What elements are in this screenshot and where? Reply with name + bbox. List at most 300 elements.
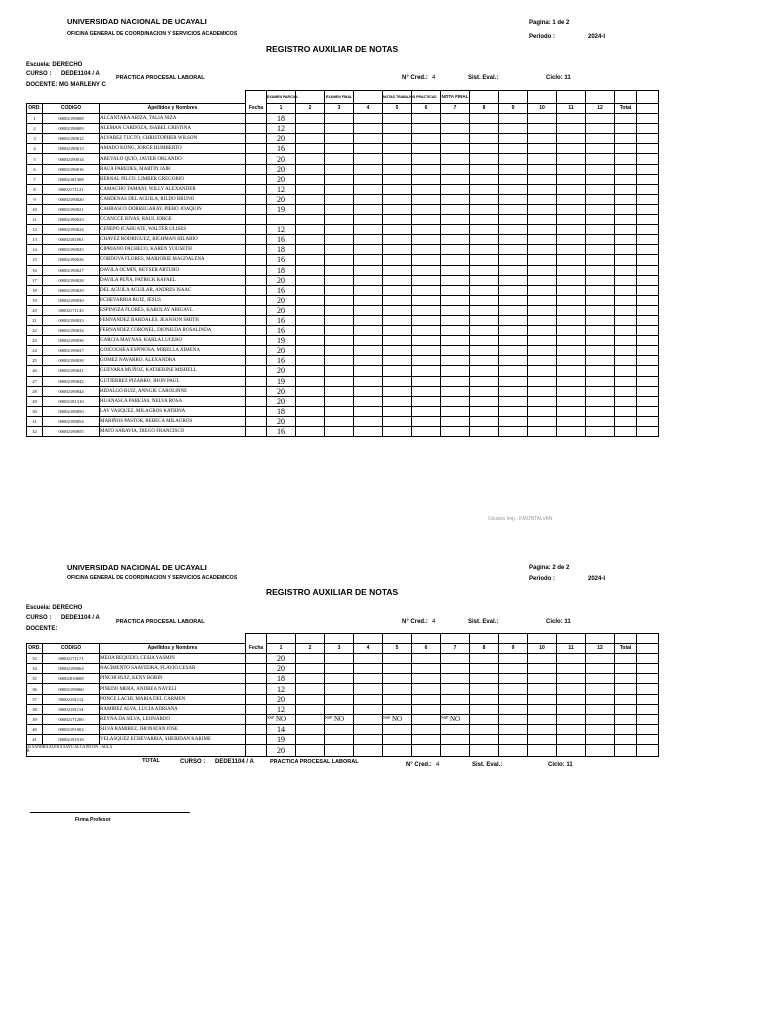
row-grade-12 bbox=[586, 386, 615, 396]
row-fecha bbox=[246, 376, 267, 386]
row-fecha bbox=[246, 694, 267, 704]
row-grade-1: 18 bbox=[267, 674, 296, 684]
row-grade-9 bbox=[499, 255, 528, 265]
row-name: NACIMENTO SAAVEDRA, FLAVIO CESAR bbox=[100, 664, 246, 674]
row-grade-12 bbox=[586, 275, 615, 285]
row-grade-7 bbox=[441, 245, 470, 255]
row-extra bbox=[637, 704, 659, 714]
row-code: 00002190025 bbox=[43, 245, 100, 255]
cred-label: N° Cred.: bbox=[402, 75, 428, 81]
row-grade-12 bbox=[586, 376, 615, 386]
row-ord: 10 bbox=[27, 204, 43, 214]
cred-label-p2: N° Cred.: bbox=[402, 619, 428, 625]
row-extra bbox=[637, 406, 659, 416]
row-grade-3 bbox=[325, 114, 354, 124]
row-grade-1: 16 bbox=[267, 255, 296, 265]
row-code: 00002190012 bbox=[43, 134, 100, 144]
row-grade-6 bbox=[412, 386, 441, 396]
row-total bbox=[615, 144, 637, 154]
report-title-p2: REGISTRO AUXILIAR DE NOTAS bbox=[266, 587, 399, 597]
table-row bbox=[27, 346, 659, 356]
row-code: 00002190030 bbox=[43, 295, 100, 305]
row-grade-7 bbox=[441, 356, 470, 366]
row-grade-10 bbox=[528, 204, 557, 214]
row-grade-11 bbox=[557, 745, 586, 757]
row-grade-2 bbox=[296, 154, 325, 164]
row-grade-11 bbox=[557, 144, 586, 154]
row-extra bbox=[637, 164, 659, 174]
row-grade-8 bbox=[470, 346, 499, 356]
row-grade-12 bbox=[586, 134, 615, 144]
row-grade-9 bbox=[499, 684, 528, 694]
row-fecha bbox=[246, 255, 267, 265]
row-ord: 14 bbox=[27, 245, 43, 255]
row-grade-5 bbox=[383, 164, 412, 174]
row-grade-9 bbox=[499, 215, 528, 225]
row-fecha bbox=[246, 427, 267, 437]
row-grade-6 bbox=[412, 684, 441, 694]
row-code: 00002190054 bbox=[43, 416, 100, 426]
col-extra bbox=[637, 104, 659, 114]
table-row bbox=[27, 406, 659, 416]
row-grade-11 bbox=[557, 315, 586, 325]
row-ord: 16 bbox=[27, 265, 43, 275]
table-row bbox=[27, 255, 659, 265]
row-grade-4 bbox=[354, 184, 383, 194]
col-total-p2: Total bbox=[615, 644, 637, 654]
row-grade-8 bbox=[470, 714, 499, 724]
row-name: FERNANDEZ CORONEL, DIONILDA ROSALINDA bbox=[100, 326, 246, 336]
row-grade-11 bbox=[557, 704, 586, 714]
row-grade-10 bbox=[528, 714, 557, 724]
curso-label-p2: CURSO : bbox=[26, 615, 52, 621]
row-total bbox=[615, 204, 637, 214]
row-grade-1: 16 bbox=[267, 356, 296, 366]
row-name: ESPINOZA FLORES, KAROLAY ABIGAYL bbox=[100, 305, 246, 315]
row-grade-7 bbox=[441, 396, 470, 406]
row-grade-5 bbox=[383, 255, 412, 265]
row-grade-11 bbox=[557, 336, 586, 346]
row-grade-5 bbox=[383, 654, 412, 664]
row-grade-7 bbox=[441, 714, 470, 724]
row-total bbox=[615, 427, 637, 437]
row-grade-2 bbox=[296, 184, 325, 194]
table-row bbox=[27, 427, 659, 437]
row-grade-3 bbox=[325, 714, 354, 724]
row-grade-8 bbox=[470, 694, 499, 704]
row-ord: 37 bbox=[27, 694, 43, 704]
row-grade-3 bbox=[325, 416, 354, 426]
row-grade-12 bbox=[586, 144, 615, 154]
row-grade-9 bbox=[499, 416, 528, 426]
cred-value: 4 bbox=[432, 75, 436, 81]
row-grade-6 bbox=[412, 366, 441, 376]
row-fecha bbox=[246, 315, 267, 325]
row-grade-9 bbox=[499, 406, 528, 416]
table-row bbox=[27, 144, 659, 154]
row-grade-9 bbox=[499, 427, 528, 437]
table-row bbox=[27, 684, 659, 694]
row-extra bbox=[637, 694, 659, 704]
row-grade-8 bbox=[470, 386, 499, 396]
row-ord: 18 bbox=[27, 285, 43, 295]
row-grade-1: 16 bbox=[267, 315, 296, 325]
row-grade-10 bbox=[528, 315, 557, 325]
row-grade-5 bbox=[383, 386, 412, 396]
row-total bbox=[615, 724, 637, 734]
row-grade-9 bbox=[499, 265, 528, 275]
row-grade-4 bbox=[354, 204, 383, 214]
row-grade-2 bbox=[296, 704, 325, 714]
row-grade-11 bbox=[557, 194, 586, 204]
row-code: 00002190009 bbox=[43, 124, 100, 134]
row-grade-10 bbox=[528, 305, 557, 315]
row-grade-4 bbox=[354, 427, 383, 437]
row-extra bbox=[637, 305, 659, 315]
row-grade-11 bbox=[557, 295, 586, 305]
row-grade-11 bbox=[557, 386, 586, 396]
row-grade-11 bbox=[557, 305, 586, 315]
row-grade-1: 20 bbox=[267, 416, 296, 426]
row-total bbox=[615, 386, 637, 396]
row-grade-4 bbox=[354, 235, 383, 245]
row-grade-11 bbox=[557, 684, 586, 694]
row-extra bbox=[637, 134, 659, 144]
row-grade-1: 18 bbox=[267, 114, 296, 124]
row-name: GARCIA MAYNAS, KARLA LUCERO bbox=[100, 336, 246, 346]
row-ord: 6 bbox=[27, 164, 43, 174]
col-eval-11: 11 bbox=[557, 104, 586, 114]
table-row bbox=[27, 326, 659, 336]
row-code: 00002171121 bbox=[43, 184, 100, 194]
row-grade-10 bbox=[528, 366, 557, 376]
row-ord: 33 bbox=[27, 654, 43, 664]
row-grade-10 bbox=[528, 295, 557, 305]
row-grade-6 bbox=[412, 704, 441, 714]
row-fecha bbox=[246, 215, 267, 225]
row-fecha bbox=[246, 366, 267, 376]
row-grade-11 bbox=[557, 664, 586, 674]
col-eval-2-p2: 2 bbox=[296, 644, 325, 654]
page-number-p2: Pagina: 2 de 2 bbox=[529, 565, 570, 571]
sub-examen-parcial: EXAMEN PARCIAL bbox=[267, 95, 299, 99]
periodo-value: 2024-I bbox=[588, 34, 606, 40]
row-grade-5 bbox=[383, 154, 412, 164]
row-ord: 12 bbox=[27, 225, 43, 235]
row-grade-3 bbox=[325, 295, 354, 305]
row-grade-12 bbox=[586, 724, 615, 734]
row-fecha bbox=[246, 225, 267, 235]
row-total bbox=[615, 396, 637, 406]
row-grade-1: 20 bbox=[267, 745, 296, 757]
row-grade-1: 12 bbox=[267, 124, 296, 134]
sub-nota-final: NOTA FINAL bbox=[441, 94, 469, 99]
row-fecha bbox=[246, 144, 267, 154]
row-grade-3 bbox=[325, 366, 354, 376]
row-grade-11 bbox=[557, 406, 586, 416]
row-grade-11 bbox=[557, 674, 586, 684]
row-grade-2 bbox=[296, 225, 325, 235]
row-grade-11 bbox=[557, 124, 586, 134]
row-ord: 34 bbox=[27, 664, 43, 674]
col-eval-7: 7 bbox=[441, 104, 470, 114]
row-grade-8 bbox=[470, 154, 499, 164]
row-grade-10 bbox=[528, 416, 557, 426]
col-eval-12: 12 bbox=[586, 104, 615, 114]
row-grade-9 bbox=[499, 144, 528, 154]
table-row bbox=[27, 305, 659, 315]
row-grade-3 bbox=[325, 684, 354, 694]
col-eval-1: 1 bbox=[267, 104, 296, 114]
row-grade-4 bbox=[354, 734, 383, 744]
row-fecha bbox=[246, 235, 267, 245]
row-total bbox=[615, 174, 637, 184]
row-grade-2 bbox=[296, 396, 325, 406]
row-grade-8 bbox=[470, 654, 499, 664]
table-row bbox=[27, 336, 659, 346]
firma-profesor: Firma Profesor bbox=[75, 817, 111, 823]
row-grade-3 bbox=[325, 285, 354, 295]
row-name: DAVILA PEÑA, PATRICK RAFAEL bbox=[100, 275, 246, 285]
row-grade-8 bbox=[470, 255, 499, 265]
table-row bbox=[27, 674, 659, 684]
row-grade-2 bbox=[296, 265, 325, 275]
row-grade-6 bbox=[412, 674, 441, 684]
row-code: 00002190042 bbox=[43, 376, 100, 386]
footer-cred-label: N° Cred.: bbox=[406, 762, 432, 768]
row-name: CCANCCE RIVAS, RAUL JORGE bbox=[100, 215, 246, 225]
row-grade-9 bbox=[499, 326, 528, 336]
row-grade-6 bbox=[412, 144, 441, 154]
row-grade-8 bbox=[470, 275, 499, 285]
row-extra bbox=[637, 154, 659, 164]
row-name: MARIÑOS PASTOR, REBECA MILAGROS bbox=[100, 416, 246, 426]
row-grade-12 bbox=[586, 684, 615, 694]
row-grade-1: 12 bbox=[267, 684, 296, 694]
row-fecha bbox=[246, 265, 267, 275]
usuario-imp: Usuario Imp.: KMONTALVAN bbox=[488, 516, 553, 522]
escuela: Escuela: DERECHO bbox=[26, 62, 83, 68]
table-row bbox=[27, 114, 659, 124]
row-grade-6 bbox=[412, 225, 441, 235]
row-grade-7 bbox=[441, 674, 470, 684]
row-total bbox=[615, 406, 637, 416]
row-grade-10 bbox=[528, 654, 557, 664]
row-ord: 2 bbox=[27, 124, 43, 134]
row-grade-2 bbox=[296, 326, 325, 336]
total-cell bbox=[499, 757, 528, 767]
report-title: REGISTRO AUXILIAR DE NOTAS bbox=[266, 44, 399, 54]
row-ord: 29 bbox=[27, 396, 43, 406]
row-grade-1: 20 bbox=[267, 366, 296, 376]
row-code: 00002190008 bbox=[43, 114, 100, 124]
row-name: GUEVARA MUÑOZ, KATHERINE MISHELL bbox=[100, 366, 246, 376]
row-name: GUTIERREZ PIZARRO, JHON PAUL bbox=[100, 376, 246, 386]
row-grade-6 bbox=[412, 255, 441, 265]
row-total bbox=[615, 225, 637, 235]
row-grade-7 bbox=[441, 215, 470, 225]
curso-label: CURSO : bbox=[26, 71, 52, 77]
row-grade-2 bbox=[296, 124, 325, 134]
row-grade-1: 20 bbox=[267, 346, 296, 356]
row-grade-1: 19 bbox=[267, 734, 296, 744]
row-ord: 31 bbox=[27, 416, 43, 426]
table-row bbox=[27, 225, 659, 235]
row-extra bbox=[637, 366, 659, 376]
row-grade-10 bbox=[528, 154, 557, 164]
total-label-cell bbox=[27, 757, 246, 767]
curso-code-p2: DEDE1104 / A bbox=[61, 615, 100, 621]
row-total bbox=[615, 265, 637, 275]
row-code: 00002190027 bbox=[43, 265, 100, 275]
row-total bbox=[615, 734, 637, 744]
table-row bbox=[27, 194, 659, 204]
row-grade-4 bbox=[354, 416, 383, 426]
row-grade-3 bbox=[325, 225, 354, 235]
row-ord: 36 bbox=[27, 684, 43, 694]
row-grade-6 bbox=[412, 694, 441, 704]
row-fecha bbox=[246, 356, 267, 366]
row-grade-10 bbox=[528, 265, 557, 275]
row-ord: 4 bbox=[27, 144, 43, 154]
row-grade-2 bbox=[296, 714, 325, 724]
row-grade-2 bbox=[296, 255, 325, 265]
university-name-p2: UNIVERSIDAD NACIONAL DE UCAYALI bbox=[67, 563, 207, 572]
row-grade-5 bbox=[383, 315, 412, 325]
row-grade-11 bbox=[557, 346, 586, 356]
row-grade-8 bbox=[470, 734, 499, 744]
footer-cred-value: 4 bbox=[436, 762, 440, 768]
table-row bbox=[27, 366, 659, 376]
row-total bbox=[615, 346, 637, 356]
row-grade-6 bbox=[412, 295, 441, 305]
row-ord: 1 bbox=[27, 114, 43, 124]
row-grade-11 bbox=[557, 154, 586, 164]
row-ord: 28 bbox=[27, 386, 43, 396]
row-name: CARRASCO DORREGARAY, PIERO JOAQUIN bbox=[100, 204, 246, 214]
row-ord: 22 bbox=[27, 326, 43, 336]
row-grade-1: 18 bbox=[267, 406, 296, 416]
row-grade-5 bbox=[383, 396, 412, 406]
row-grade-4 bbox=[354, 255, 383, 265]
row-code: 00002190038 bbox=[43, 356, 100, 366]
row-name: REYNA DA SILVA, LEONARDO bbox=[100, 714, 246, 724]
row-total bbox=[615, 694, 637, 704]
row-total bbox=[615, 376, 637, 386]
table-row bbox=[27, 124, 659, 134]
row-ord: 23 bbox=[27, 336, 43, 346]
row-grade-2 bbox=[296, 654, 325, 664]
row-extra bbox=[637, 724, 659, 734]
row-grade-11 bbox=[557, 114, 586, 124]
row-grade-6 bbox=[412, 184, 441, 194]
row-grade-3 bbox=[325, 396, 354, 406]
row-grade-10 bbox=[528, 376, 557, 386]
row-grade-9 bbox=[499, 376, 528, 386]
row-grade-10 bbox=[528, 694, 557, 704]
row-grade-1: 20 bbox=[267, 194, 296, 204]
row-grade-8 bbox=[470, 336, 499, 346]
row-grade-6 bbox=[412, 275, 441, 285]
row-grade-7 bbox=[441, 134, 470, 144]
row-grade-5 bbox=[383, 664, 412, 674]
row-grade-2 bbox=[296, 724, 325, 734]
row-grade-5 bbox=[383, 285, 412, 295]
row-grade-1: 19 bbox=[267, 204, 296, 214]
row-fecha bbox=[246, 326, 267, 336]
row-grade-7 bbox=[441, 164, 470, 174]
row-total bbox=[615, 714, 637, 724]
row-grade-8 bbox=[470, 704, 499, 714]
row-grade-4 bbox=[354, 285, 383, 295]
row-grade-9 bbox=[499, 285, 528, 295]
row-grade-2 bbox=[296, 694, 325, 704]
row-fecha bbox=[246, 386, 267, 396]
row-grade-12 bbox=[586, 714, 615, 724]
row-fecha bbox=[246, 245, 267, 255]
row-grade-6 bbox=[412, 164, 441, 174]
row-extra bbox=[637, 184, 659, 194]
row-grade-2 bbox=[296, 215, 325, 225]
row-grade-7 bbox=[441, 336, 470, 346]
col-eval-5: 5 bbox=[383, 104, 412, 114]
periodo-label: Periodo : bbox=[529, 34, 556, 40]
row-grade-1: 20 bbox=[267, 275, 296, 285]
row-grade-12 bbox=[586, 235, 615, 245]
row-grade-10 bbox=[528, 704, 557, 714]
row-grade-5 bbox=[383, 714, 412, 724]
row-grade-2 bbox=[296, 305, 325, 315]
row-grade-3 bbox=[325, 245, 354, 255]
row-grade-3 bbox=[325, 184, 354, 194]
row-grade-6 bbox=[412, 265, 441, 275]
row-grade-10 bbox=[528, 396, 557, 406]
row-extra bbox=[637, 386, 659, 396]
row-grade-9 bbox=[499, 654, 528, 664]
row-grade-11 bbox=[557, 356, 586, 366]
row-grade-4 bbox=[354, 295, 383, 305]
row-grade-10 bbox=[528, 235, 557, 245]
col-fecha-p2: Fecha bbox=[246, 634, 267, 654]
row-grade-12 bbox=[586, 164, 615, 174]
row-42-text bbox=[27, 745, 246, 757]
row-grade-9 bbox=[499, 724, 528, 734]
col-nombres: Apellidos y Nombres bbox=[100, 104, 246, 114]
row-grade-12 bbox=[586, 225, 615, 235]
row-extra bbox=[637, 714, 659, 724]
row-grade-2 bbox=[296, 336, 325, 346]
table-row bbox=[27, 134, 659, 144]
row-grade-6 bbox=[412, 664, 441, 674]
row-grade-6 bbox=[412, 174, 441, 184]
row-code: 00002190023 bbox=[43, 215, 100, 225]
row-grade-8 bbox=[470, 315, 499, 325]
row-grade-12 bbox=[586, 114, 615, 124]
nsp-tag: NSP bbox=[267, 714, 275, 720]
sist-eval: Sist. Eval.: bbox=[468, 75, 499, 81]
row-grade-1: 16 bbox=[267, 285, 296, 295]
row-fecha bbox=[246, 336, 267, 346]
row-grade-5 bbox=[383, 745, 412, 757]
row-grade-7 bbox=[441, 724, 470, 734]
row-grade-6 bbox=[412, 305, 441, 315]
row-grade-12 bbox=[586, 326, 615, 336]
col-eval-7-p2: 7 bbox=[441, 644, 470, 654]
row-grade-11 bbox=[557, 245, 586, 255]
row-grade-1: 20 bbox=[267, 134, 296, 144]
row-grade-5 bbox=[383, 235, 412, 245]
row-grade-9 bbox=[499, 295, 528, 305]
